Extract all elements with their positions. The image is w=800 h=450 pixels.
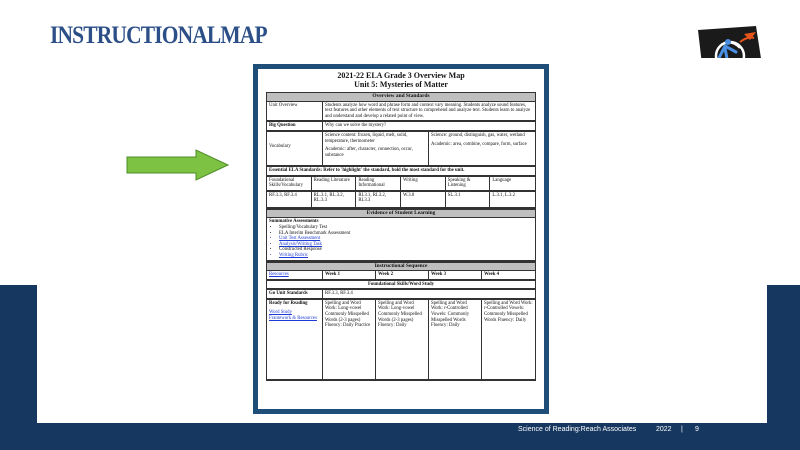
overview-header: Overview and Standards [266, 92, 536, 102]
go-unit-value: RF.3.3, RF.3.4 [323, 290, 535, 299]
vocab-academic-2: Academic: area, combine, compare, form, surface [431, 141, 527, 147]
evidence-content [267, 218, 535, 260]
footer-year: 2022 [656, 426, 672, 433]
footer-separator: | [681, 426, 683, 433]
overview-map-document [253, 64, 549, 414]
vocabulary-row [266, 132, 536, 167]
std-col-6: Language [490, 177, 535, 191]
footer-page-number: 9 [695, 426, 699, 433]
standards-header-row [266, 177, 536, 192]
summative-label: Summative Assessments [269, 219, 319, 225]
std-val-5: SL.3.1 [446, 192, 491, 208]
std-val-6: L.3.1, L.3.2 [490, 192, 535, 208]
week-4-cell: Spelling and Word Work: r-Controlled Vowels: Commonly Misspelled Words Fluency: Daily [482, 300, 535, 380]
week-3-cell: Spelling and Word Work: r-Controlled Vowels: Commonly Misspelled Words Fluency: Daily [429, 300, 482, 380]
week-2: Week 2 [376, 271, 429, 280]
evidence-row [266, 218, 536, 261]
standards-values-row [266, 192, 536, 209]
vocab-science-2: Science: ground, distinguish, gas, water, wetland [431, 132, 525, 138]
resources-link[interactable]: Resources [267, 271, 323, 280]
week-4: Week 4 [482, 271, 535, 280]
std-col-1: Foundational Skills/Vocabulary [267, 177, 312, 191]
std-col-4: Writing [401, 177, 446, 191]
evidence-header: Evidence of Student Learning [266, 209, 536, 219]
big-question-label: Big Question [267, 122, 323, 131]
document-title: 2021-22 ELA Grade 3 Overview Map [337, 71, 465, 80]
std-col-2: Reading Literature [312, 177, 357, 191]
footer-org: Science of Reading:Reach Associates [518, 426, 637, 433]
std-col-3: Reading Informational [356, 177, 401, 191]
std-val-3: RI.3.1, RI.3.2, RI.3.3 [356, 192, 401, 208]
std-col-5: Speaking & Listening [446, 177, 491, 191]
summative-item: • Spelling/Vocabulary Test [279, 225, 533, 231]
std-val-1: RF.3.3, RF.3.4 [267, 192, 312, 208]
go-unit-label: Go Unit Standards [267, 290, 323, 299]
summative-link[interactable]: • Analysis/Writing Task [279, 242, 533, 248]
sequence-header: Instructional Sequence [266, 262, 536, 272]
word-study-link[interactable]: Word Study [269, 310, 292, 316]
vocabulary-label: Vocabulary [267, 132, 323, 166]
summative-link[interactable]: • Unit Test Assessment [279, 236, 533, 242]
summative-link[interactable]: • Writing Rubric [279, 253, 533, 259]
framework-link[interactable]: Framework & Resources [269, 316, 317, 322]
summative-item: • Constructed Response [279, 247, 533, 253]
week-2-cell: Spelling and Word Work: Long-vowel Commonly Misspelled Words (2-3 pages) Fluency: Daily [376, 300, 429, 380]
summative-list [269, 225, 533, 259]
std-val-2: RL.3.1, RL.3.2, RL.3.3 [312, 192, 357, 208]
unit-overview-label: Unit Overview [267, 102, 323, 122]
vocab-column-1 [323, 132, 429, 166]
vocab-column-2 [429, 132, 535, 166]
weeks-row [266, 271, 536, 281]
std-val-4: W.3.8 [401, 192, 446, 208]
document-subtitle: Unit 5: Mysteries of Matter [354, 80, 448, 89]
ready-cell [267, 300, 323, 380]
right-arrow-icon [126, 149, 230, 181]
unit-overview-text: Students analyze how word and phrase form and context vary meaning. Students analyze sound features, text features and other elements of text structure to comprehend and analyze text. Students learn to analyze and understand and develop a related point of view. [323, 102, 535, 122]
big-question-text: Why can we solve the mystery? [323, 122, 535, 131]
go-unit-row [266, 290, 536, 300]
vocab-science: Science content: frozen, liquid, melt, solid, temperature, thermometer [325, 132, 408, 144]
slide-title: INSTRUCTIONALMAP [50, 22, 267, 49]
foundational-header: Foundational Skills/Word Study [267, 281, 535, 290]
foundational-row [266, 281, 536, 291]
ready-for-reading-row [266, 300, 536, 381]
essential-standards-text: Essential ELA Standards: Refer to 'highlight' the standard, bold the most standard for the unit. [267, 167, 535, 176]
essential-standards-row [266, 167, 536, 177]
vocab-academic: Academic: after, character, connection, occur, substance [325, 147, 413, 158]
week-1: Week 1 [323, 271, 376, 280]
ready-label: Ready for Reading [269, 300, 308, 306]
week-1-cell: Spelling and Word Work: Long-vowel Commonly Misspelled Words (2-3 pages) Fluency: Daily Practice [323, 300, 376, 380]
big-question-row [266, 122, 536, 132]
summative-item: • ELA Interim Benchmark Assessment [279, 231, 533, 237]
week-3: Week 3 [429, 271, 482, 280]
unit-overview-row [266, 102, 536, 123]
